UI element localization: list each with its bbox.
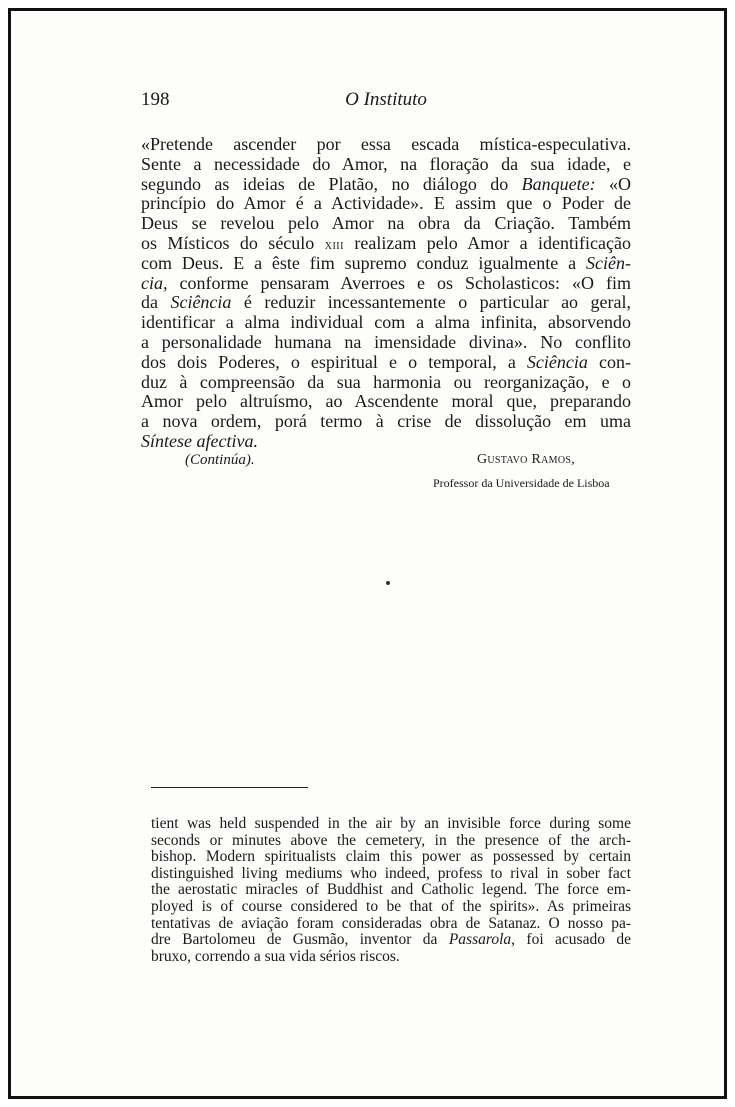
- body-line: segundo as ideias de Platão, no diálogo do Banquete: «O: [141, 173, 632, 194]
- body-line: cia, conforme pensaram Averroes e os Scholasticos: «O fim: [141, 272, 631, 293]
- footnote-rule: [151, 787, 308, 788]
- running-title: O Instituto: [345, 89, 427, 110]
- page-number: 198: [141, 89, 170, 110]
- footnote-line: ployed is of course considered to be that of the spirits». As primeiras: [151, 897, 631, 915]
- footnote-line: distinguished living mediums who indeed, profess to rival in sober fact: [151, 864, 631, 882]
- footnote-line: seconds or minutes above the cemetery, in the presence of the arch-: [151, 831, 631, 849]
- body-line: Amor pelo altruísmo, ao Ascendente moral que, preparando: [141, 391, 631, 412]
- footnote-line: dre Bartolomeu de Gusmão, inventor da Passarola, foi acusado de: [151, 931, 631, 949]
- body-line: a nova ordem, porá termo à crise de dissolução em uma: [141, 411, 631, 432]
- body-line: Sente a necessidade do Amor, na floração da sua idade, e: [141, 153, 631, 174]
- body-line: Deus se revelou pelo Amor na obra da Criação. Também: [141, 213, 631, 234]
- footnote-line: tentativas de aviação foram consideradas obra de Satanaz. O nosso pa-: [151, 914, 631, 932]
- body-line: Síntese afectiva.: [141, 430, 258, 451]
- body-line: princípio do Amor é a Actividade». E assim que o Poder de: [141, 193, 631, 214]
- document-page: [8, 8, 727, 1099]
- footnote-line: the aerostatic miracles of Buddhist and Catholic legend. The force em-: [151, 881, 631, 899]
- continued-note: (Continúa).: [185, 452, 255, 468]
- signature-block: [141, 452, 631, 502]
- body-line: dos dois Poderes, o espiritual e o temporal, a Sciência con-: [141, 351, 631, 372]
- author-name: Gustavo Ramos,: [477, 452, 576, 467]
- stray-mark: [386, 581, 390, 585]
- body-line: com Deus. E a êste fim supremo conduz igualmente a Sciên-: [141, 252, 631, 273]
- body-line: a personalidade humana na imensidade divina». No conflito: [141, 331, 631, 352]
- body-line: «Pretende ascender por essa escada mística-especulativa.: [141, 134, 631, 154]
- footnote: [151, 816, 631, 965]
- body-line: os Místicos do século xiii realizam pelo Amor a identificação: [141, 232, 631, 253]
- body-paragraph: [141, 135, 631, 452]
- footnote-line: bruxo, correndo a sua vida sérios riscos.: [151, 947, 400, 965]
- body-line: duz à compreensão da sua harmonia ou reorganização, e o: [141, 371, 631, 392]
- footnote-line: bishop. Modern spiritualists claim this power as possessed by certain: [151, 848, 631, 866]
- page-header: [141, 89, 631, 113]
- footnote-line: tient was held suspended in the air by an invisible force during some: [151, 815, 631, 832]
- author-affiliation: Professor da Universidade de Lisboa: [433, 476, 610, 490]
- body-line: identificar a alma individual com a alma infinita, absorvendo: [141, 312, 631, 333]
- body-line: da Sciência é reduzir incessantemente o particular ao geral,: [141, 292, 631, 313]
